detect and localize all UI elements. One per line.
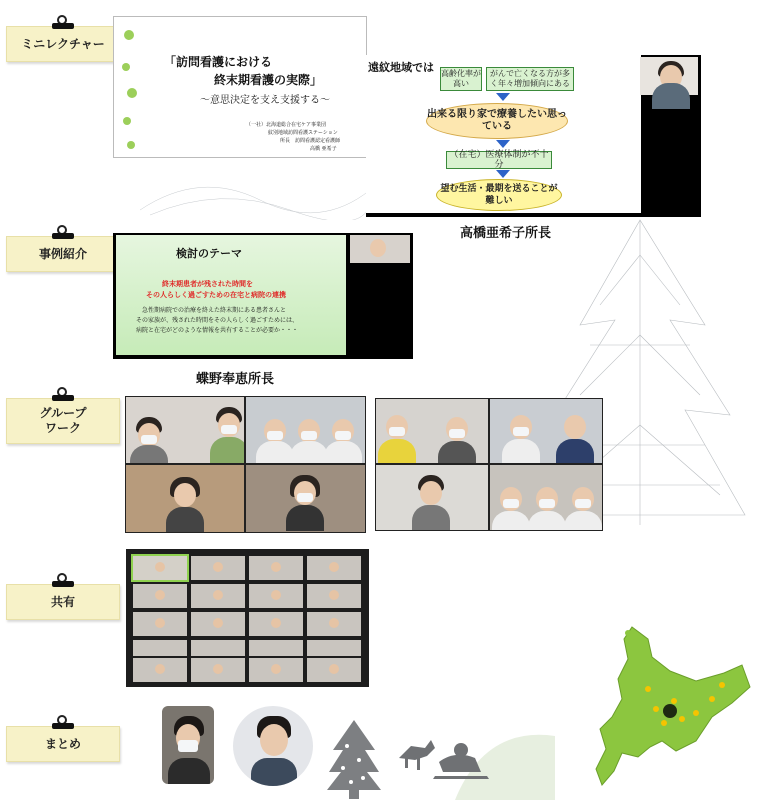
slide-org1: （一社）北海道総合在宅ケア事業団 (246, 122, 327, 128)
caption-presenter-chono: 蝶野奉恵所長 (196, 372, 275, 387)
clover-decoration-icon (118, 23, 140, 153)
tag-label: グループ ワーク (39, 406, 87, 435)
group-work-screen-2 (375, 398, 603, 531)
group-work-screen-1 (125, 396, 366, 533)
tag-mini-lecture (6, 26, 120, 62)
slide-org2: 紋別地域訪問看護ステーション (268, 130, 338, 136)
arrow-down-icon (496, 93, 510, 101)
theme-slide-canvas (116, 235, 346, 355)
video-tile (246, 465, 365, 532)
christmas-tree-icon (325, 716, 383, 800)
arrow-down-icon (496, 170, 510, 178)
clip-icon (52, 715, 74, 733)
hokkaido-map-icon (592, 625, 760, 797)
theme-body-line3: 病院と在宅がどのような情報を共有することが必要か・・・ (136, 327, 299, 334)
flow-box-cancer: がんで亡くなる方が多く年々増加傾向にある (486, 67, 574, 91)
santa-sleigh-hill-icon (395, 706, 555, 800)
tag-label: まとめ (44, 736, 81, 751)
summary-photo-1 (162, 706, 214, 784)
flow-cloud-wish: 出来る限り家で療養したい思っている (426, 103, 568, 139)
flow-heading: 遠紋地域では (368, 61, 434, 74)
flow-box-system: （在宅）医療体制が不十分 (446, 151, 552, 169)
case-theme-slide (113, 233, 413, 359)
arrow-down-icon (496, 140, 510, 148)
theme-body-line2: その家族が、残された時間をその人らしく過ごすためには、 (136, 317, 299, 324)
flow-oval-result: 望む生活・最期を送ることが難しい (436, 179, 562, 211)
video-tile (376, 399, 488, 463)
webcam-presenter-thumb (640, 57, 698, 95)
gallery-grid (126, 549, 369, 687)
slide-title-line1: 「訪問看護における (164, 55, 273, 69)
video-tile (490, 465, 602, 530)
tag-label: 共有 (50, 594, 75, 609)
flow-slide-canvas (366, 55, 641, 213)
tag-case-intro (6, 236, 120, 272)
clip-icon (52, 573, 74, 591)
tag-group-work (6, 398, 120, 444)
tree-sketch-faint (140, 160, 370, 220)
tag-share (6, 584, 120, 620)
video-tile (490, 399, 602, 463)
theme-red-line2: その人らしく過ごすための在宅と病院の連携 (146, 291, 286, 299)
theme-red-line1: 終末期患者が残された時間を (162, 280, 253, 288)
slide-org3: 所長 訪問看護認定看護師 (280, 138, 341, 144)
webcam-presenter-thumb (350, 235, 410, 263)
lecture-flow-slide (366, 55, 701, 217)
slide-presenter: 高橋 亜希子 (310, 146, 337, 152)
theme-title: 検討のテーマ (176, 247, 242, 260)
tag-label: 事例紹介 (38, 246, 87, 261)
video-tile (376, 465, 488, 530)
share-gallery-view (126, 549, 369, 687)
caption-presenter-takahashi: 高橋亜希子所長 (460, 226, 552, 241)
slide-subtitle: ～意思決定を支え支援する～ (200, 95, 330, 106)
clip-icon (52, 15, 74, 33)
clip-icon (52, 225, 74, 243)
slide-title-line2: 終末期看護の実際」 (214, 73, 323, 87)
tag-summary (6, 726, 120, 762)
lecture-title-slide (113, 16, 367, 158)
flow-box-aging: 高齢化率が高い (440, 67, 482, 91)
theme-body-line1: 急性期病院での治療を終えた終末期にある患者さんと (142, 307, 287, 314)
video-tile (126, 397, 244, 463)
video-tile (246, 397, 365, 463)
summary-photo-2-avatar (233, 706, 313, 786)
video-tile (126, 465, 244, 532)
tag-label: ミニレクチャー (21, 36, 105, 51)
clip-icon (52, 387, 74, 405)
